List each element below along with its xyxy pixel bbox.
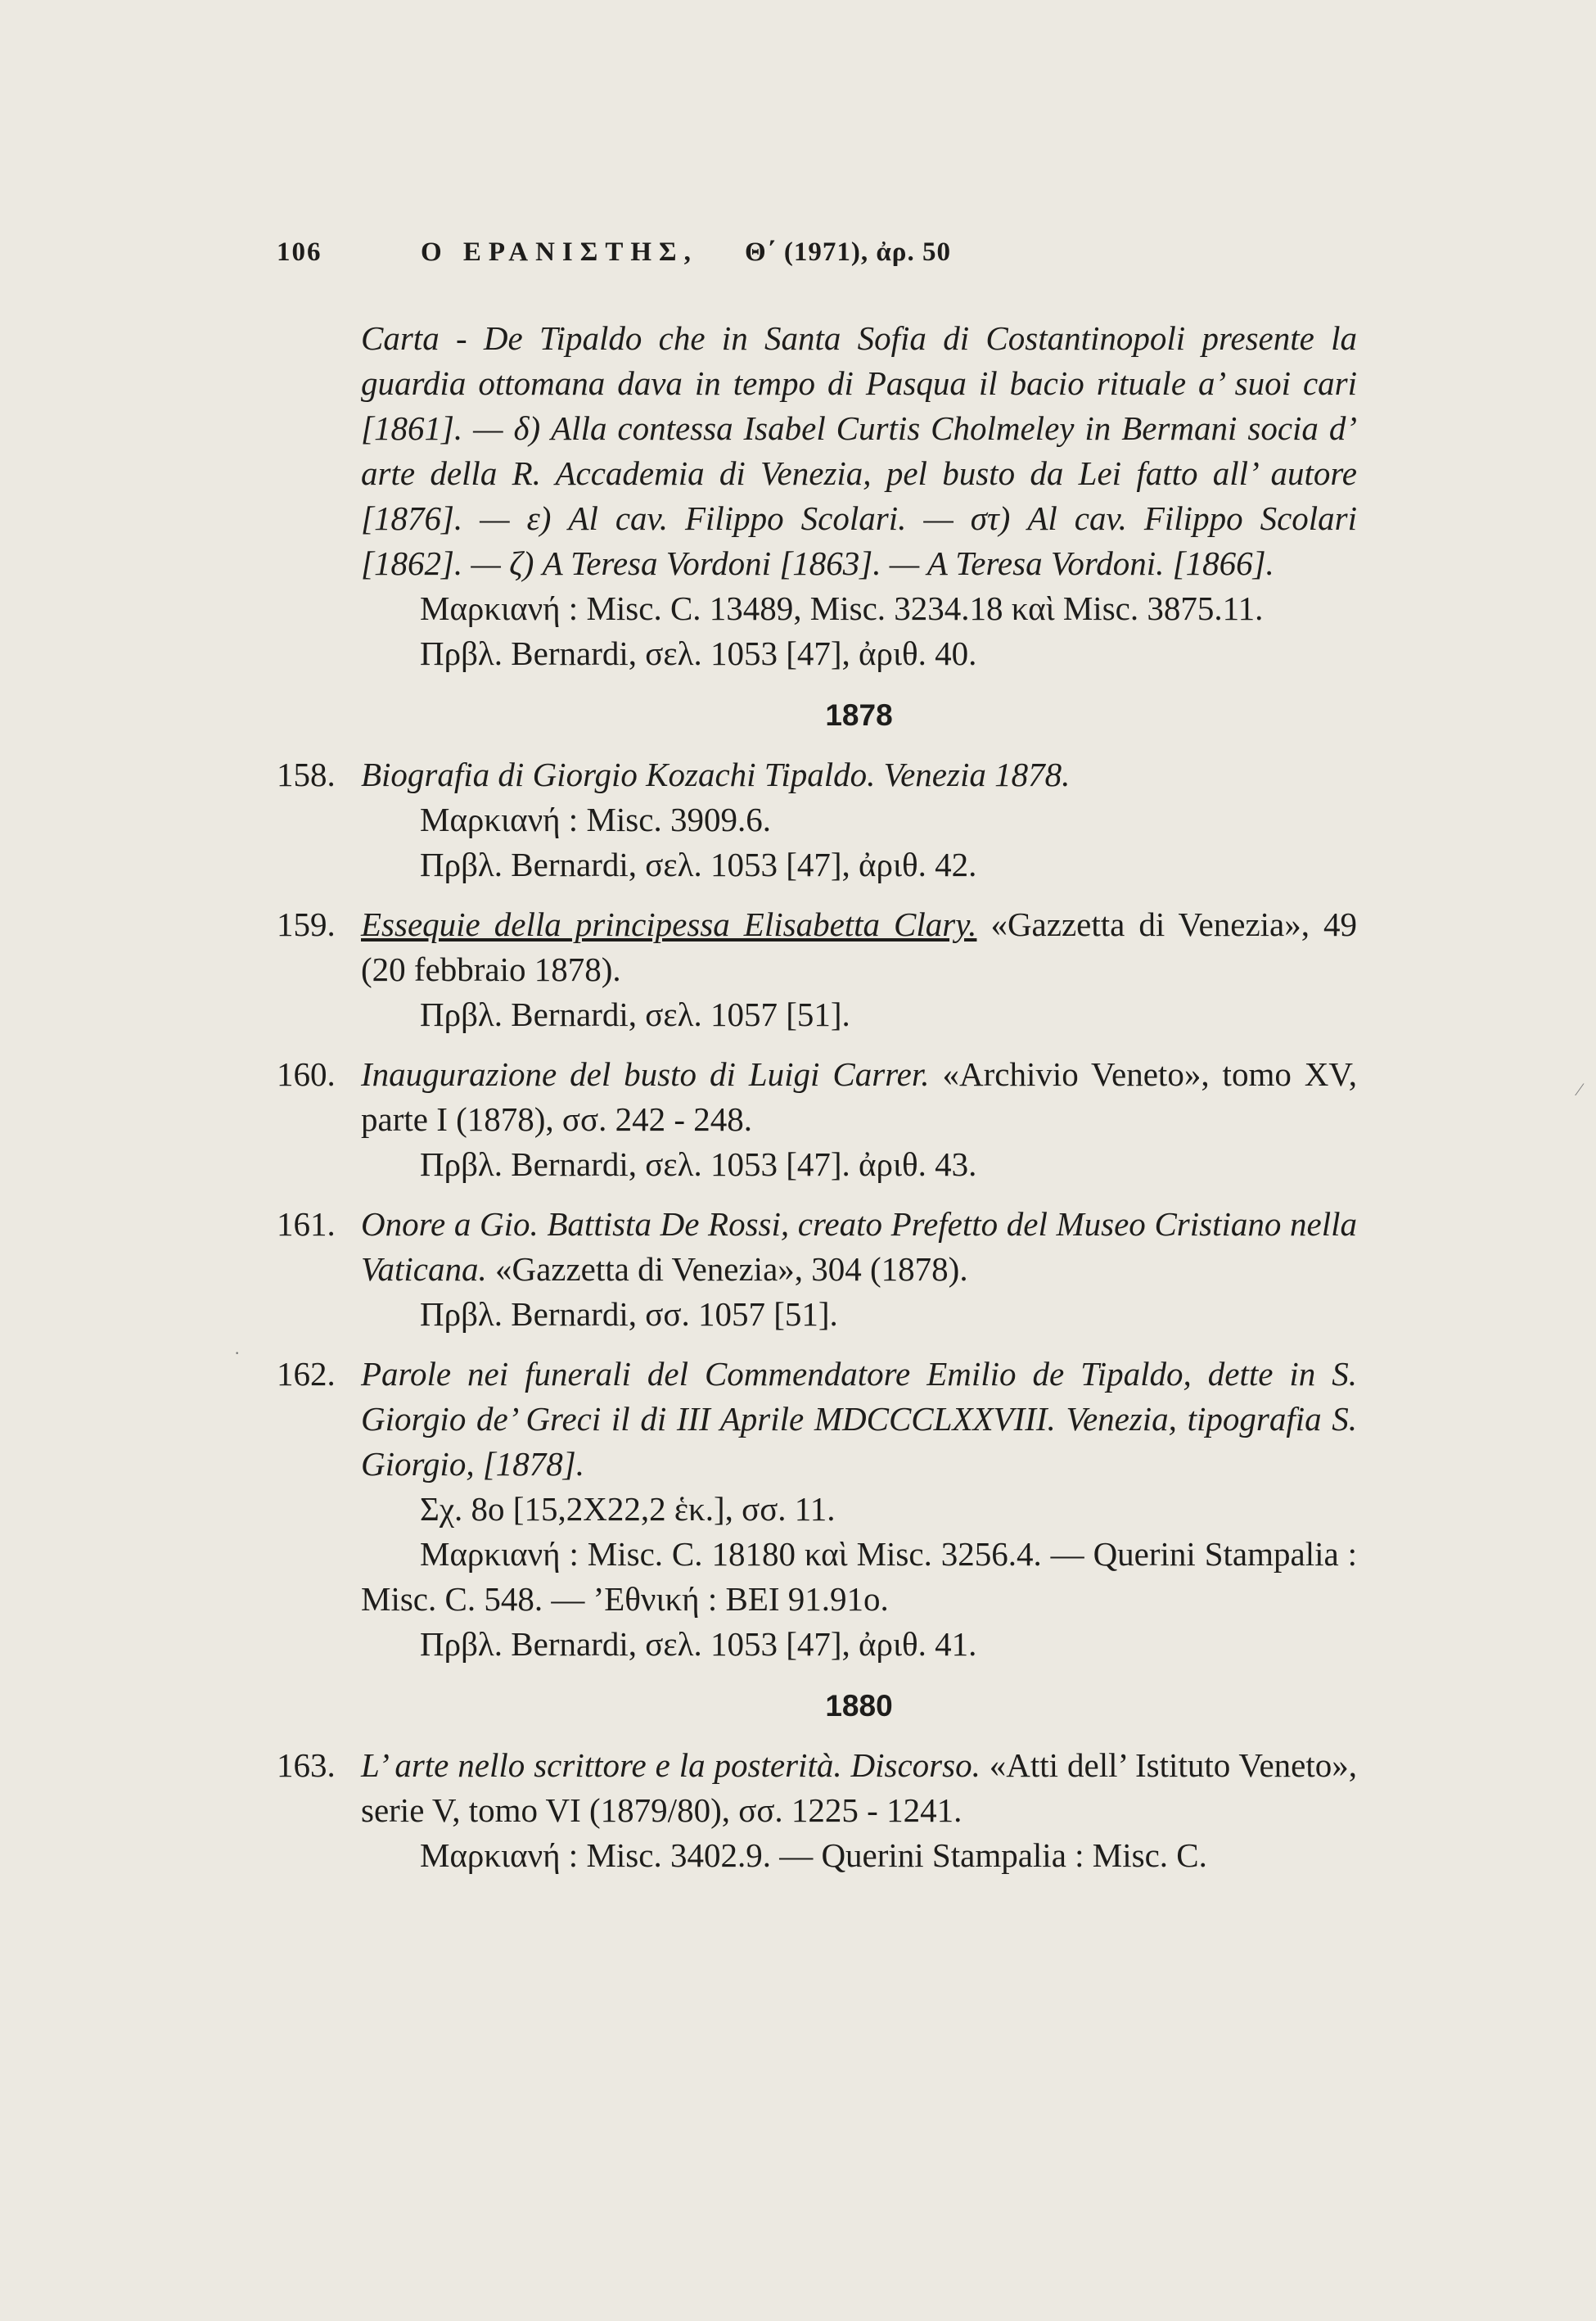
entry-number: 162. <box>277 1355 336 1393</box>
entry-161 <box>277 1202 1357 1337</box>
entry-title: Onore a Gio. Battista De Rossi, creato Prefetto del Museo Cristiano nella Vaticana. <box>361 1205 1357 1288</box>
scan-mark: ⁄ <box>1578 1079 1581 1100</box>
entry-number: 163. <box>277 1746 336 1784</box>
entry-number: 158. <box>277 756 336 793</box>
reference-note: Πρβλ. Bernardi, σελ. 1057 [51]. <box>420 996 850 1033</box>
page-number: 106 <box>277 237 322 267</box>
journal-title: Ο ΕΡΑΝΙΣΤΗΣ, <box>421 237 698 267</box>
entry-number: 159. <box>277 905 336 943</box>
reference-note: Πρβλ. Bernardi, σελ. 1053 [47], ἀριθ. 41. <box>420 1625 977 1663</box>
year-heading-1878: 1878 <box>825 698 893 732</box>
entry-number: 161. <box>277 1205 336 1243</box>
format-note: Σχ. 8ο [15,2Χ22,2 ἑκ.], σσ. 11. <box>420 1490 836 1528</box>
entry-title: Inaugurazione del busto di Luigi Carrer. <box>361 1055 930 1093</box>
entry-source: «Gazzetta di Venezia», 49 (20 febbraio 1878). <box>361 905 1357 988</box>
reference-note: Πρβλ. Bernardi, σελ. 1053 [47]. ἀριθ. 43. <box>420 1145 977 1183</box>
entry-163 <box>277 1743 1357 1878</box>
journal-issue: Θ΄ (1971), ἀρ. 50 <box>745 237 951 267</box>
reference-note: Πρβλ. Bernardi, σελ. 1053 [47], ἀριθ. 42. <box>420 846 977 883</box>
entry-title: L’ arte nello scrittore e la posterità. Discorso. <box>361 1746 981 1784</box>
entry-title: Essequie della principessa Elisabetta Clary. <box>361 905 977 943</box>
library-note: Μαρκιανή : Misc. C. 13489, Misc. 3234.18 καὶ Misc. 3875.11. <box>420 589 1264 627</box>
entry-160 <box>277 1052 1357 1187</box>
continuation-text: Carta - De Tipaldo che in Santa Sofia di Costantinopoli presente la guardia ottomana dava in tempo di Pasqua il bacio rituale a’ suoi cari [1861]. — δ) Alla contessa Isabel Curtis Cholmeley in Bermani socia d’ arte della R. Accademia di Venezia, pel busto da Lei fatto all’ autore [1876]. — ε) Al cav. Filippo Scolari. — στ) Al cav. Filippo Scolari [1862]. — ζ) A Teresa Vordoni [1863]. — A Teresa Vordoni. [1866]. <box>361 319 1357 582</box>
entry-162 <box>277 1352 1357 1667</box>
continuation-paragraph <box>361 316 1357 586</box>
library-note: Μαρκιανή : Misc. 3909.6. <box>420 801 771 838</box>
scan-mark: · <box>234 1343 241 1363</box>
entry-source: «Archivio Veneto», tomo XV, parte I (1878), σσ. 242 - 248. <box>361 1055 1357 1138</box>
entry-source: «Gazzetta di Venezia», 304 (1878). <box>486 1250 968 1288</box>
entry-159 <box>277 902 1357 1037</box>
entry-number: 160. <box>277 1055 336 1093</box>
entry-source: «Atti dell’ Istituto Veneto», serie V, tomo VI (1879/80), σσ. 1225 - 1241. <box>361 1746 1358 1829</box>
running-header <box>277 237 1373 270</box>
year-heading-1880: 1880 <box>825 1689 893 1723</box>
reference-note: Πρβλ. Bernardi, σελ. 1053 [47], ἀριθ. 40. <box>420 634 977 672</box>
entry-title: Parole nei funerali del Commendatore Emilio de Tipaldo, dette in S. Giorgio de’ Greci il di III Aprile MDCCCLXXVIII. Venezia, tipografia S. Giorgio, [1878]. <box>361 1355 1357 1483</box>
reference-note: Πρβλ. Bernardi, σσ. 1057 [51]. <box>420 1295 838 1333</box>
bibliography-body <box>277 316 1357 1878</box>
library-note: Μαρκιανή : Misc. C. 18180 καὶ Misc. 3256.4. — Querini Stampalia : Misc. C. 548. — ’Εθνική : ΒΕΙ 91.91ο. <box>361 1535 1357 1618</box>
entry-158 <box>277 752 1357 887</box>
library-note: Μαρκιανή : Misc. 3402.9. — Querini Stampalia : Misc. C. <box>420 1836 1207 1874</box>
entry-title: Biografia di Giorgio Kozachi Tipaldo. Venezia 1878. <box>361 756 1071 793</box>
